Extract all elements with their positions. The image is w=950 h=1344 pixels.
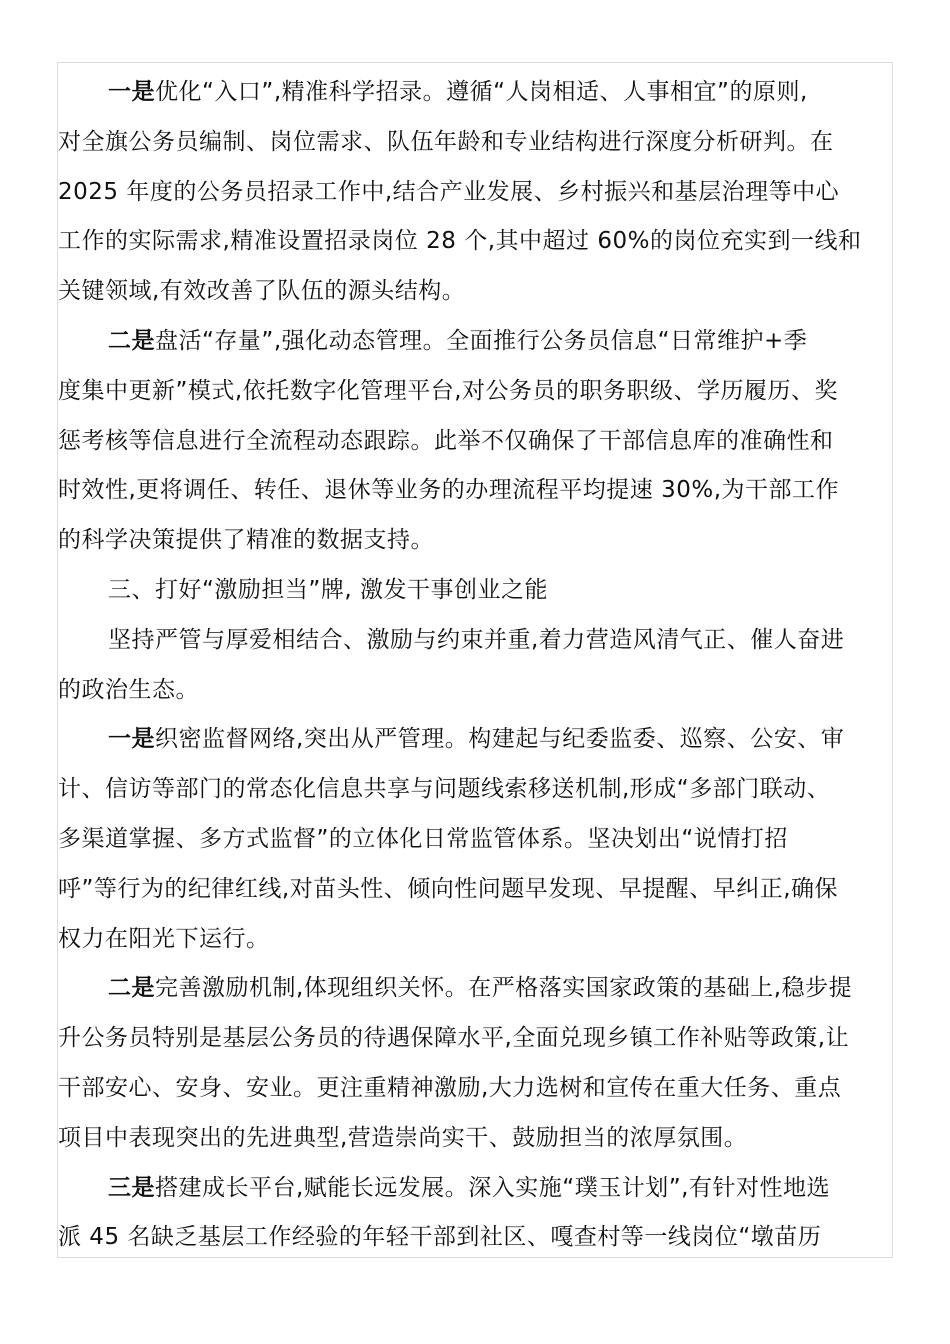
text-line	[58, 765, 894, 815]
text-line	[58, 367, 894, 417]
document-page	[57, 62, 893, 1258]
document-body	[58, 68, 894, 1263]
line-text: 工作的实际需求,精准设置招录岗位 28 个,其中超过 60%的岗位充实到一线和	[58, 228, 862, 255]
line-text: 坚持严管与厚爱相结合、激励与约束并重,着力营造风清气正、催人奋进	[108, 626, 845, 653]
line-text: 2025 年度的公务员招录工作中,结合产业发展、乡村振兴和基层治理等中心	[58, 178, 840, 205]
paragraph-lead: 二是	[108, 975, 155, 1002]
text-line	[58, 666, 894, 716]
paragraph	[58, 317, 894, 566]
line-text: 权力在阳光下运行。	[58, 925, 270, 952]
line-text: 优化“入口”,精准科学招录。遵循“人岗相适、人事相宜”的原则,	[155, 79, 808, 105]
line-text: 三、打好“激励担当”牌, 激发干事创业之能	[108, 576, 548, 603]
line-text: 的科学决策提供了精准的数据支持。	[58, 527, 434, 554]
line-text: 计、信访等部门的常态化信息共享与问题线索移送机制,形成“多部门联动、	[58, 776, 831, 803]
paragraph-lead: 二是	[108, 327, 155, 354]
line-text: 度集中更新”模式,依托数字化管理平台,对公务员的职务职级、学历履历、奖	[58, 377, 839, 404]
line-text: 项目中表现突出的先进典型,营造崇尚实干、鼓励担当的浓厚氛围。	[58, 1124, 748, 1151]
text-line	[58, 516, 894, 566]
text-line	[58, 964, 894, 1014]
text-line	[58, 1014, 894, 1064]
paragraph-lead: 一是	[108, 79, 155, 105]
line-text: 织密监督网络,突出从严管理。构建起与纪委监委、巡察、公安、审	[155, 726, 845, 753]
line-text: 对全旗公务员编制、岗位需求、队伍年龄和专业结构进行深度分析研判。在	[58, 128, 834, 155]
line-text: 多渠道掌握、多方式监督”的立体化日常监管体系。坚决划出“说情打招	[58, 825, 788, 852]
paragraph-lead: 一是	[108, 726, 155, 753]
text-line	[58, 267, 894, 317]
line-text: 搭建成长平台,赋能长远发展。深入实施“璞玉计划”,有针对性地选	[155, 1174, 830, 1201]
paragraph	[58, 68, 894, 317]
text-line	[58, 715, 894, 765]
text-line	[58, 566, 894, 616]
text-line	[58, 1213, 894, 1263]
text-line	[58, 68, 894, 118]
text-line	[58, 815, 894, 865]
paragraph	[58, 616, 894, 716]
text-line	[58, 915, 894, 965]
text-line	[58, 217, 894, 267]
line-text: 完善激励机制,体现组织关怀。在严格落实国家政策的基础上,稳步提	[155, 975, 853, 1002]
paragraph	[58, 964, 894, 1163]
text-line	[58, 616, 894, 666]
text-line	[58, 1114, 894, 1164]
line-text: 升公务员特别是基层公务员的待遇保障水平,全面兑现乡镇工作补贴等政策,让	[58, 1025, 850, 1052]
text-line	[58, 865, 894, 915]
line-text: 盘活“存量”,强化动态管理。全面推行公务员信息“日常维护+季	[155, 327, 808, 354]
paragraph	[58, 1164, 894, 1264]
line-text: 派 45 名缺乏基层工作经验的年轻干部到社区、嘎查村等一线岗位“墩苗历	[58, 1224, 822, 1251]
line-text: 关键领域,有效改善了队伍的源头结构。	[58, 278, 466, 305]
text-line	[58, 417, 894, 467]
paragraph	[58, 715, 894, 964]
text-line	[58, 1164, 894, 1214]
text-line	[58, 466, 894, 516]
text-line	[58, 317, 894, 367]
line-text: 干部安心、安身、安业。更注重精神激励,大力选树和宣传在重大任务、重点	[58, 1074, 842, 1101]
text-line	[58, 168, 894, 218]
text-line	[58, 1064, 894, 1114]
line-text: 呼”等行为的纪律红线,对苗头性、倾向性问题早发现、早提醒、早纠正,确保	[58, 875, 839, 902]
line-text: 时效性,更将调任、转任、退休等业务的办理流程平均提速 30%,为干部工作	[58, 477, 840, 504]
paragraph-lead: 三是	[108, 1174, 155, 1201]
line-text: 惩考核等信息进行全流程动态跟踪。此举不仅确保了干部信息库的准确性和	[58, 427, 834, 454]
line-text: 的政治生态。	[58, 676, 199, 703]
text-line	[58, 118, 894, 168]
paragraph	[58, 566, 894, 616]
